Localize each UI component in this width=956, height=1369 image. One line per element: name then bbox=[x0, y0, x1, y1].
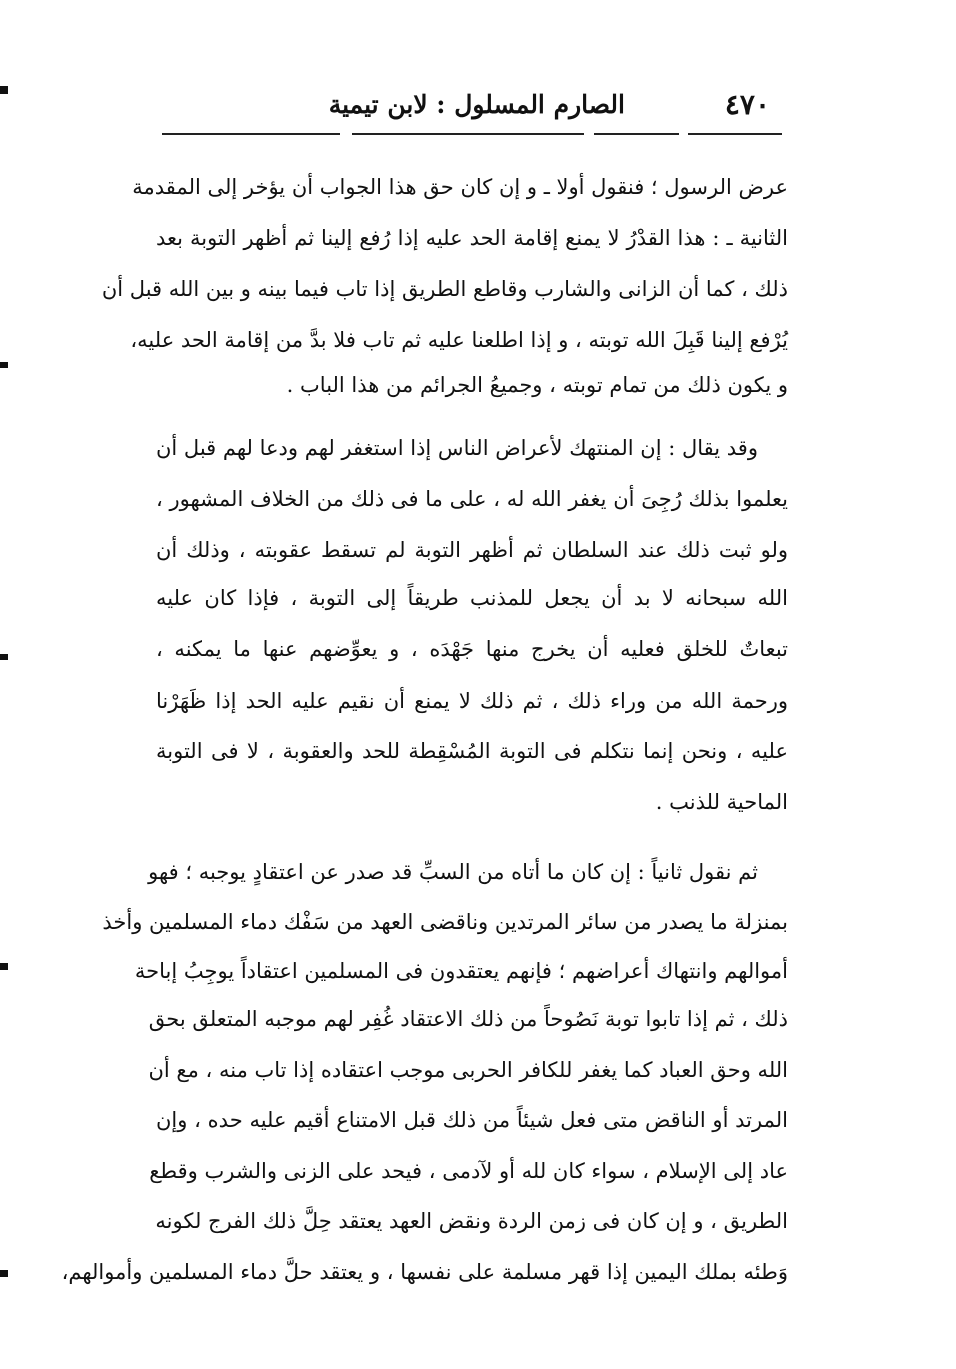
text-line: ذلك ، ثم إذا تابوا توبة نَصُوحاً من ذلك الاعتقاد غُفِر لهم موجبه المتعلق بحق bbox=[148, 1007, 788, 1031]
text-line: ورحمة الله من وراء ذلك ، ثم ذلك لا يمنع أن نقيم عليه الحد إذا ظَهَرْنا bbox=[156, 689, 788, 713]
text-line: وقد يقال : إن المنتهك لأعراض الناس إذا استغفر لهم ودعا لهم قبل أن bbox=[156, 436, 758, 460]
text-line: تبعاتٌ للخلق فعليه أن يخرج منها جَهْدَه ، و يعوِّضهم عنها ما يمكنه ، bbox=[156, 637, 788, 661]
scan-edge-mark bbox=[0, 654, 8, 660]
text-line: أموالهم وانتهاك أعراضهم ؛ فإنهم يعتقدون فى المسلمين اعتقاداً يوجِبُ إباحة bbox=[134, 959, 788, 983]
text-line: وَطئه بملك اليمين إذا قهر مسلمة على نفسها ، و يعتقد حلَّ دماء المسلمين وأموالهم، bbox=[61, 1260, 788, 1284]
text-line: الماحية للذنب . bbox=[655, 790, 788, 814]
text-line: يُرْفع إلينا قَبِلَ الله توبته ، و إذا اطلعنا عليه ثم تاب فلا بدَّ من إقامة الحد عليه، bbox=[130, 328, 788, 352]
text-line: ثم نقول ثانياً : إن كان ما أتاه من السبِّ قد صدر عن اعتقادٍ يوجبه ؛ فهو bbox=[148, 860, 758, 884]
page-number: ٤٧٠ bbox=[724, 88, 770, 121]
text-line: عرض الرسول ؛ فنقول أولا ـ و إن كان حق هذا الجواب أن يؤخر إلى المقدمة bbox=[132, 175, 788, 199]
text-line: المرتد أو الناقض متى فعل شيئاً من ذلك قبل الامتناع أقيم عليه حده ، وإن bbox=[156, 1108, 788, 1132]
text-line: يعلموا بذلك رُجِىَ أن يغفر الله له ، على ما فى ذلك من الخلاف المشهور ، bbox=[156, 487, 788, 511]
header-rule bbox=[162, 133, 340, 135]
header-rule bbox=[688, 133, 782, 135]
text-line: عليه ، ونحن إنما نتكلم فى التوبة المُسْقِطة للحد والعقوبة ، لا فى التوبة bbox=[156, 739, 788, 763]
scan-edge-mark bbox=[0, 86, 8, 94]
text-line: الثانية ـ : هذا القدْرُ لا يمنع إقامة الحد عليه إذا رُفع إلينا ثم أظهر التوبة بعد bbox=[156, 226, 788, 250]
text-line: الله وحق العباد كما يغفر للكافر الحربى موجب اعتقاده إذا تاب منه ، مع أن bbox=[148, 1058, 788, 1082]
text-line: بمنزلة ما يصدر من سائر المرتدين وناقضى العهد من سَفْك دماء المسلمين وأخذ bbox=[102, 910, 788, 934]
page-header bbox=[328, 88, 770, 128]
scan-edge-mark bbox=[0, 963, 8, 970]
text-line: عاد إلى الإسلام ، سواء كان لله أو لآدمى ، فيحد على الزنى والشرب وقطع bbox=[149, 1159, 788, 1183]
text-line: و يكون ذلك من تمام توبته ، وجميعُ الجرائم من هذا الباب . bbox=[286, 373, 788, 397]
header-rule bbox=[594, 133, 679, 135]
text-line: الله سبحانه لا بد أن يجعل للمذنب طريقاً إلى التوبة ، فإذا كان عليه bbox=[156, 586, 788, 610]
text-line: الطريق ، و إن كان فى زمن الردة ونقض العهد يعتقد حِلَّ ذلك الفرج لكونه bbox=[155, 1209, 788, 1233]
scan-edge-mark bbox=[0, 362, 8, 368]
running-title: الصارم المسلول : لابن تيمية bbox=[328, 90, 625, 119]
text-line: ولو ثبت ذلك عند السلطان ثم أظهر التوبة لم تسقط عقوبته ، وذلك أن bbox=[156, 538, 788, 562]
text-line: ذلك ، كما أن الزانى والشارب وقاطع الطريق إذا تاب فيما بينه و بين الله قبل أن bbox=[101, 277, 788, 301]
scan-edge-mark bbox=[0, 1270, 8, 1277]
header-rule bbox=[352, 133, 584, 135]
